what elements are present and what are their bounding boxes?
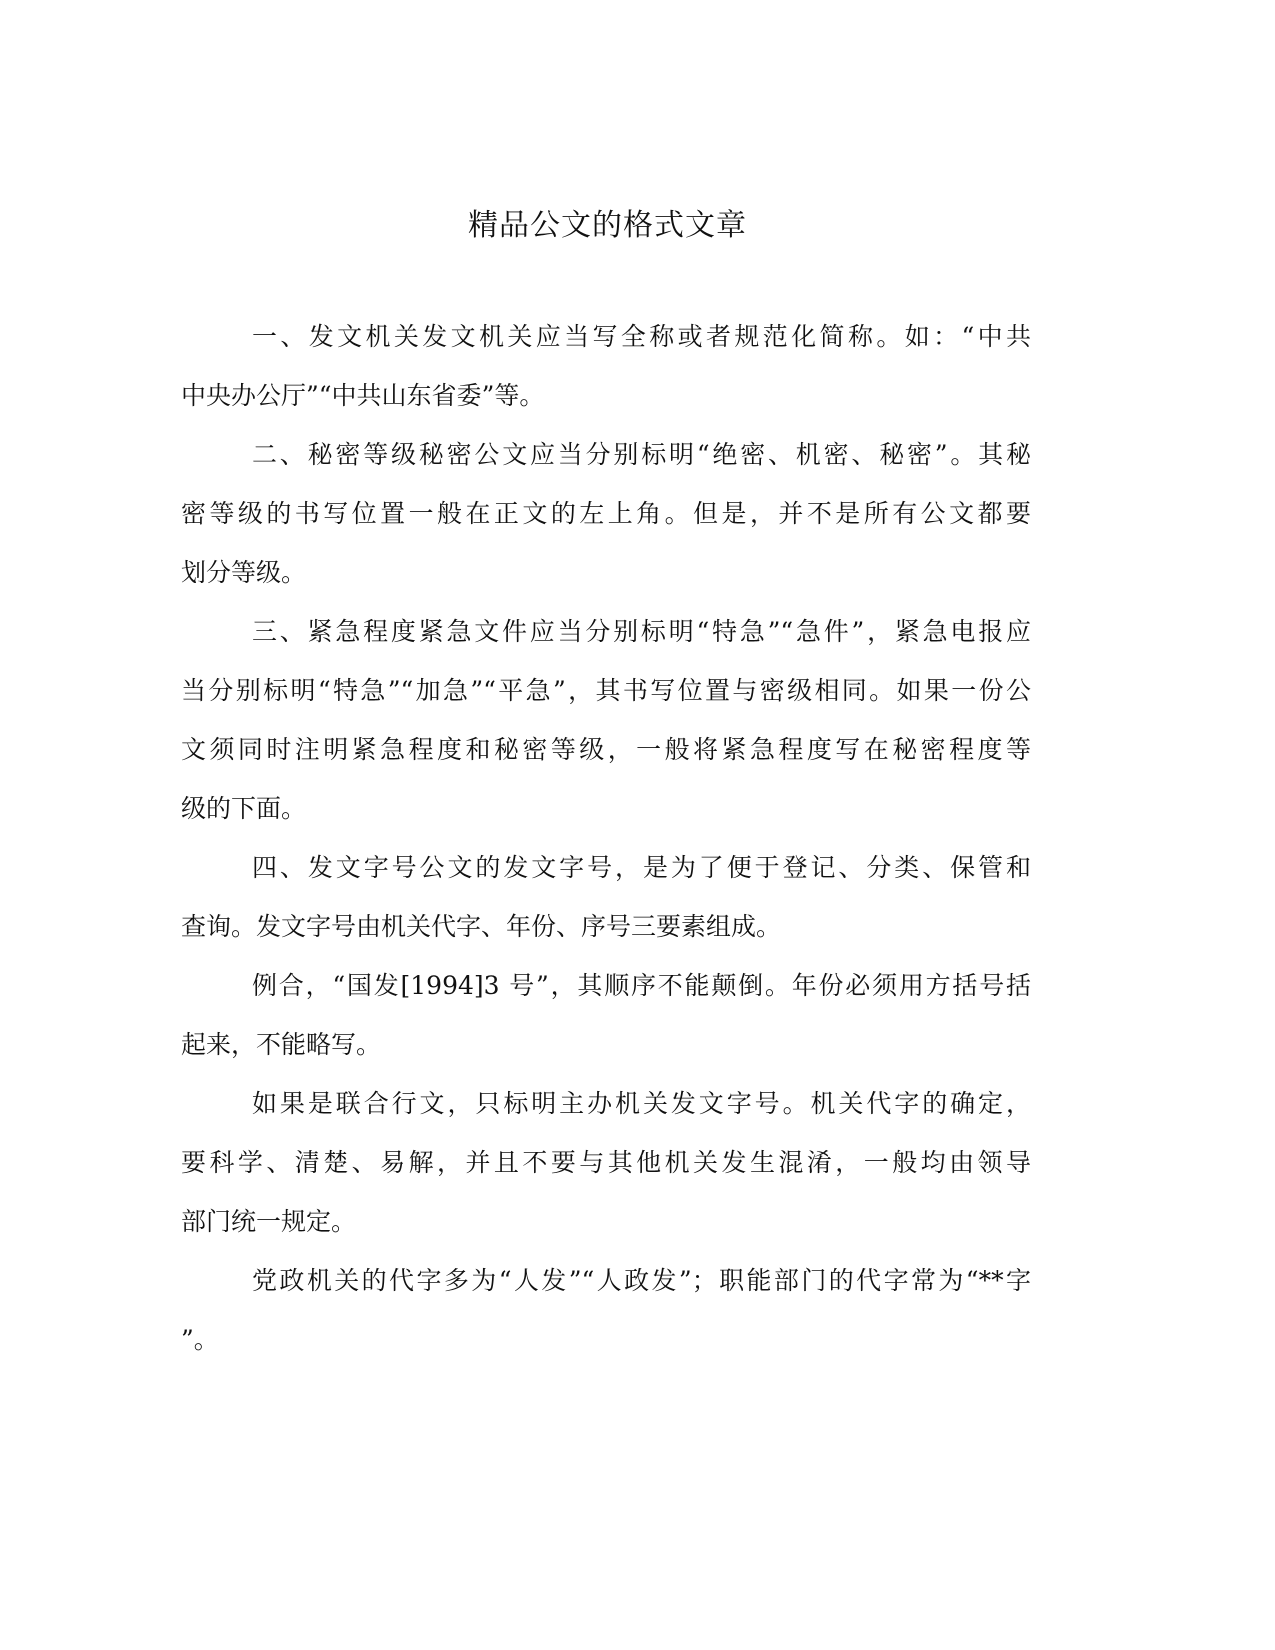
paragraph-line: 如果是联合行文，只标明主办机关发文字号。机关代字的确定， (252, 1089, 1031, 1118)
paragraph (181, 425, 1031, 602)
paragraph-line: 中央办公厅”“中共山东省委”等。 (181, 381, 545, 410)
paragraph-line: 查询。发文字号由机关代字、年份、序号三要素组成。 (181, 912, 782, 941)
document-body (181, 307, 1031, 1369)
paragraph-line: 级的下面。 (181, 794, 307, 823)
paragraph-line: 当分别标明“特急”“加急”“平急”，其书写位置与密级相同。如果一份公 (181, 676, 1031, 705)
paragraph-line: 二、秘密等级秘密公文应当分别标明“绝密、机密、秘密”。其秘 (252, 440, 1031, 469)
paragraph-line: 部门统一规定。 (181, 1207, 357, 1236)
paragraph (181, 956, 1031, 1074)
paragraph (181, 602, 1031, 838)
paragraph-line: 密等级的书写位置一般在正文的左上角。但是，并不是所有公文都要 (181, 499, 1031, 528)
paragraph-line: 四、发文字号公文的发文字号，是为了便于登记、分类、保管和 (252, 853, 1031, 882)
paragraph-line: 文须同时注明紧急程度和秘密等级，一般将紧急程度写在秘密程度等 (181, 735, 1031, 764)
paragraph-line: 要科学、清楚、易解，并且不要与其他机关发生混淆，一般均由领导 (181, 1148, 1031, 1177)
paragraph-line: 一、发文机关发文机关应当写全称或者规范化简称。如：“中共 (252, 322, 1031, 351)
paragraph-line: 起来，不能略写。 (181, 1030, 382, 1059)
paragraph-line: ”。 (181, 1325, 219, 1354)
paragraph-line: 例合，“国发[1994]3 号”，其顺序不能颠倒。年份必须用方括号括 (252, 971, 1031, 1000)
paragraph-line: 党政机关的代字多为“人发”“人政发”；职能部门的代字常为“**字 (252, 1266, 1031, 1295)
paragraph (181, 307, 1031, 425)
paragraph-line: 划分等级。 (181, 558, 307, 587)
paragraph (181, 1074, 1031, 1251)
document-title: 精品公文的格式文章 (468, 208, 747, 243)
paragraph (181, 838, 1031, 956)
paragraph (181, 1251, 1031, 1369)
paragraph-line: 三、紧急程度紧急文件应当分别标明“特急”“急件”，紧急电报应 (252, 617, 1031, 646)
